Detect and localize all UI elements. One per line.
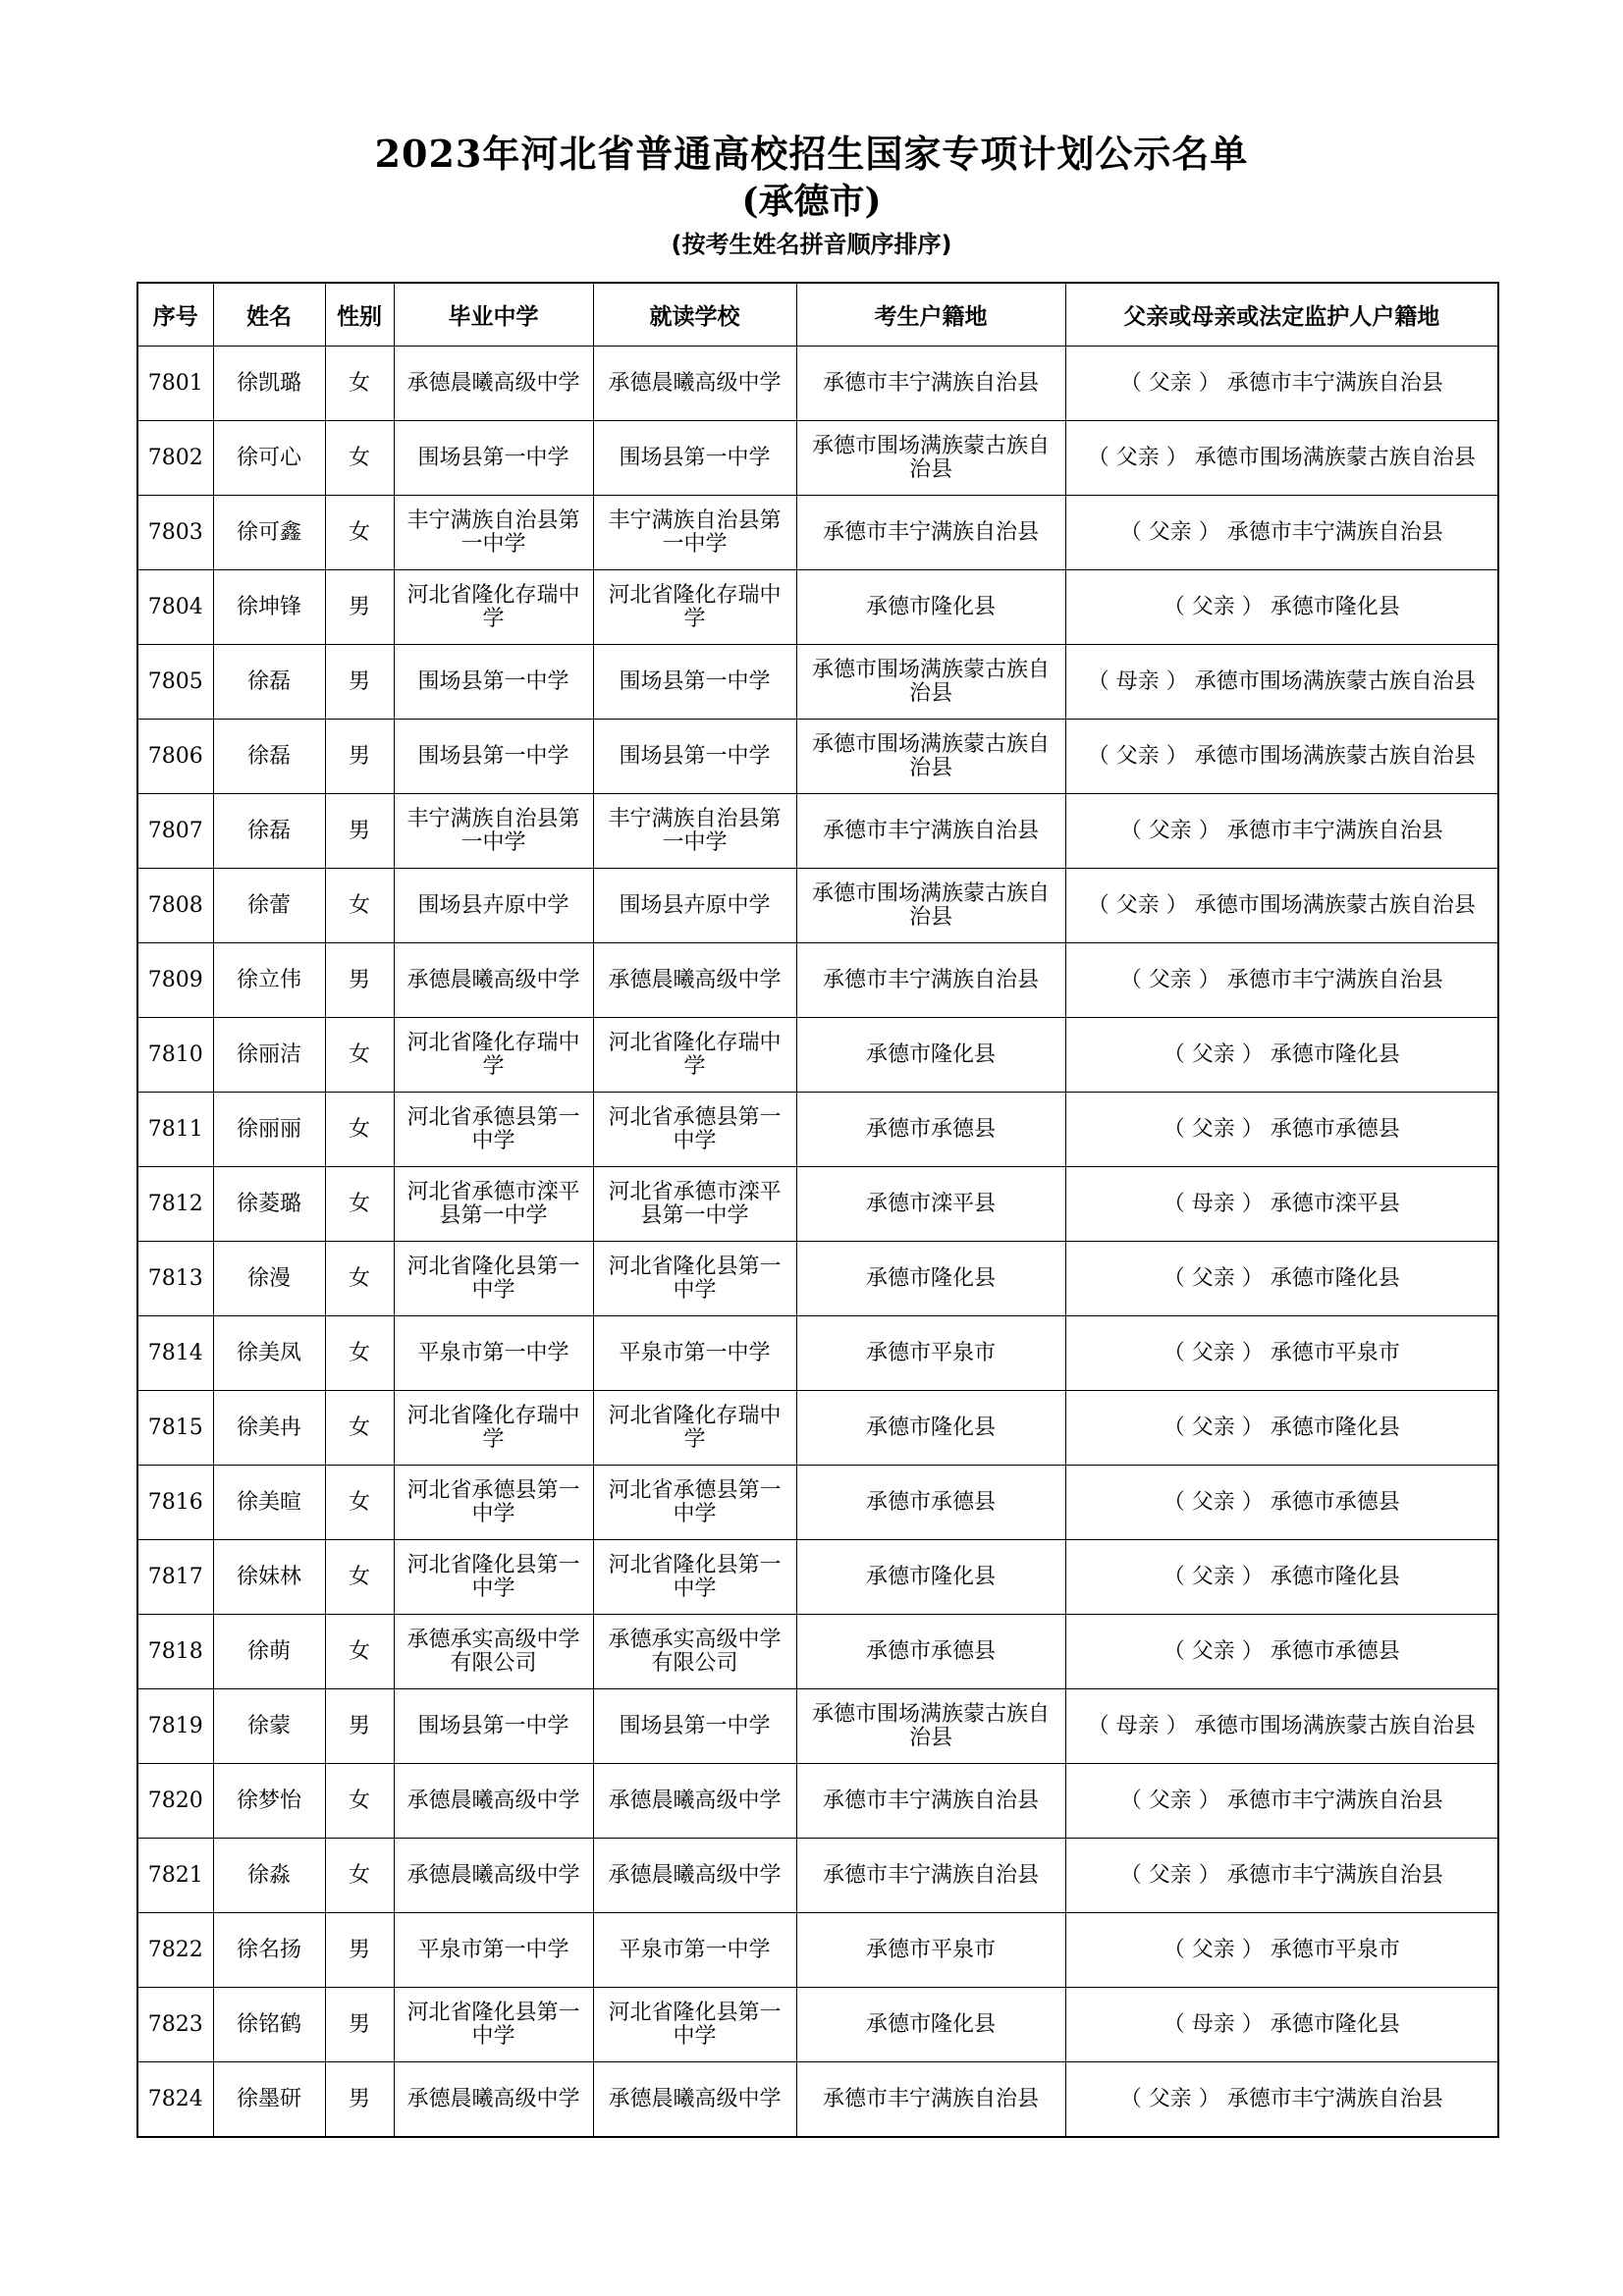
document-subtitle: (承德市) (741, 181, 882, 222)
cell-gender: 女 (325, 1242, 394, 1316)
cell-student-residence: 承德市丰宁满族自治县 (796, 1839, 1065, 1913)
cell-index: 7822 (137, 1913, 213, 1988)
cell-name: 徐磊 (213, 645, 325, 720)
cell-current-school: 河北省隆化县第一中学 (593, 1540, 796, 1615)
table-row (137, 1615, 1498, 1689)
cell-gender: 女 (325, 1167, 394, 1242)
cell-current-school: 河北省承德县第一中学 (593, 1466, 796, 1540)
cell-gender: 男 (325, 1913, 394, 1988)
cell-gender: 女 (325, 1316, 394, 1391)
cell-current-school: 丰宁满族自治县第一中学 (593, 794, 796, 869)
cell-current-school: 承德晨曦高级中学 (593, 2062, 796, 2138)
cell-gender: 女 (325, 347, 394, 421)
cell-name: 徐美凤 (213, 1316, 325, 1391)
cell-index: 7802 (137, 421, 213, 496)
cell-current-school: 围场县第一中学 (593, 1689, 796, 1764)
document-title: 2023年河北省普通高校招生国家专项计划公示名单 (374, 132, 1249, 176)
cell-guardian-residence: （ 父亲 ） 承德市隆化县 (1065, 1018, 1498, 1093)
cell-current-school: 丰宁满族自治县第一中学 (593, 496, 796, 570)
cell-name: 徐漫 (213, 1242, 325, 1316)
cell-graduated-school: 河北省承德县第一中学 (394, 1466, 593, 1540)
cell-index: 7810 (137, 1018, 213, 1093)
cell-index: 7814 (137, 1316, 213, 1391)
cell-current-school: 河北省隆化存瑞中学 (593, 570, 796, 645)
table-row (137, 943, 1498, 1018)
cell-current-school: 河北省隆化存瑞中学 (593, 1018, 796, 1093)
cell-guardian-residence: （ 父亲 ） 承德市隆化县 (1065, 1540, 1498, 1615)
cell-student-residence: 承德市平泉市 (796, 1913, 1065, 1988)
cell-current-school: 平泉市第一中学 (593, 1316, 796, 1391)
cell-student-residence: 承德市滦平县 (796, 1167, 1065, 1242)
cell-index: 7811 (137, 1093, 213, 1167)
cell-index: 7808 (137, 869, 213, 943)
cell-guardian-residence: （ 母亲 ） 承德市滦平县 (1065, 1167, 1498, 1242)
cell-graduated-school: 承德晨曦高级中学 (394, 347, 593, 421)
cell-gender: 男 (325, 570, 394, 645)
cell-gender: 女 (325, 869, 394, 943)
cell-guardian-residence: （ 父亲 ） 承德市承德县 (1065, 1466, 1498, 1540)
cell-guardian-residence: （ 父亲 ） 承德市丰宁满族自治县 (1065, 347, 1498, 421)
cell-name: 徐磊 (213, 794, 325, 869)
cell-index: 7818 (137, 1615, 213, 1689)
cell-guardian-residence: （ 父亲 ） 承德市隆化县 (1065, 1391, 1498, 1466)
cell-guardian-residence: （ 父亲 ） 承德市丰宁满族自治县 (1065, 2062, 1498, 2138)
cell-graduated-school: 围场县第一中学 (394, 720, 593, 794)
cell-graduated-school: 承德晨曦高级中学 (394, 943, 593, 1018)
header-current-school: 就读学校 (593, 283, 796, 347)
cell-name: 徐名扬 (213, 1913, 325, 1988)
cell-name: 徐丽洁 (213, 1018, 325, 1093)
cell-name: 徐丽丽 (213, 1093, 325, 1167)
cell-name: 徐铭鹤 (213, 1988, 325, 2062)
table-row (137, 720, 1498, 794)
cell-gender: 男 (325, 1988, 394, 2062)
table-row (137, 645, 1498, 720)
cell-student-residence: 承德市丰宁满族自治县 (796, 794, 1065, 869)
cell-gender: 女 (325, 1018, 394, 1093)
sort-note: (按考生姓名拼音顺序排序) (671, 231, 952, 258)
table-header-row (137, 283, 1498, 347)
cell-gender: 男 (325, 794, 394, 869)
cell-name: 徐蒙 (213, 1689, 325, 1764)
cell-graduated-school: 围场县第一中学 (394, 1689, 593, 1764)
cell-index: 7807 (137, 794, 213, 869)
cell-student-residence: 承德市隆化县 (796, 1988, 1065, 2062)
cell-student-residence: 承德市丰宁满族自治县 (796, 2062, 1065, 2138)
cell-student-residence: 承德市丰宁满族自治县 (796, 1764, 1065, 1839)
table-row (137, 1316, 1498, 1391)
table-row (137, 1913, 1498, 1988)
cell-student-residence: 承德市隆化县 (796, 1391, 1065, 1466)
cell-guardian-residence: （ 父亲 ） 承德市围场满族蒙古族自治县 (1065, 869, 1498, 943)
cell-gender: 男 (325, 2062, 394, 2138)
cell-gender: 男 (325, 645, 394, 720)
cell-student-residence: 承德市丰宁满族自治县 (796, 943, 1065, 1018)
cell-guardian-residence: （ 母亲 ） 承德市隆化县 (1065, 1988, 1498, 2062)
cell-gender: 男 (325, 1689, 394, 1764)
cell-index: 7805 (137, 645, 213, 720)
cell-index: 7815 (137, 1391, 213, 1466)
cell-student-residence: 承德市围场满族蒙古族自治县 (796, 421, 1065, 496)
table-row (137, 2062, 1498, 2138)
table-row (137, 347, 1498, 421)
cell-current-school: 河北省隆化县第一中学 (593, 1242, 796, 1316)
cell-graduated-school: 围场县第一中学 (394, 421, 593, 496)
table-row (137, 1391, 1498, 1466)
cell-student-residence: 承德市承德县 (796, 1615, 1065, 1689)
table-row (137, 1018, 1498, 1093)
cell-index: 7809 (137, 943, 213, 1018)
cell-student-residence: 承德市承德县 (796, 1466, 1065, 1540)
cell-graduated-school: 河北省隆化县第一中学 (394, 1540, 593, 1615)
cell-index: 7813 (137, 1242, 213, 1316)
header-gender: 性别 (325, 283, 394, 347)
cell-gender: 女 (325, 1466, 394, 1540)
cell-index: 7812 (137, 1167, 213, 1242)
cell-current-school: 承德晨曦高级中学 (593, 347, 796, 421)
cell-student-residence: 承德市隆化县 (796, 1540, 1065, 1615)
cell-index: 7820 (137, 1764, 213, 1839)
cell-graduated-school: 河北省隆化存瑞中学 (394, 1391, 593, 1466)
cell-guardian-residence: （ 父亲 ） 承德市平泉市 (1065, 1316, 1498, 1391)
cell-student-residence: 承德市围场满族蒙古族自治县 (796, 720, 1065, 794)
cell-graduated-school: 围场县第一中学 (394, 645, 593, 720)
cell-graduated-school: 河北省承德市滦平县第一中学 (394, 1167, 593, 1242)
cell-current-school: 承德承实高级中学有限公司 (593, 1615, 796, 1689)
cell-index: 7817 (137, 1540, 213, 1615)
cell-graduated-school: 丰宁满族自治县第一中学 (394, 496, 593, 570)
cell-index: 7801 (137, 347, 213, 421)
roster-table (136, 282, 1499, 2138)
cell-graduated-school: 河北省隆化存瑞中学 (394, 570, 593, 645)
cell-graduated-school: 平泉市第一中学 (394, 1316, 593, 1391)
cell-graduated-school: 丰宁满族自治县第一中学 (394, 794, 593, 869)
cell-name: 徐可鑫 (213, 496, 325, 570)
cell-student-residence: 承德市丰宁满族自治县 (796, 347, 1065, 421)
cell-guardian-residence: （ 母亲 ） 承德市围场满族蒙古族自治县 (1065, 645, 1498, 720)
cell-graduated-school: 承德承实高级中学有限公司 (394, 1615, 593, 1689)
cell-guardian-residence: （ 父亲 ） 承德市围场满族蒙古族自治县 (1065, 720, 1498, 794)
cell-current-school: 围场县第一中学 (593, 421, 796, 496)
cell-student-residence: 承德市丰宁满族自治县 (796, 496, 1065, 570)
cell-current-school: 河北省隆化县第一中学 (593, 1988, 796, 2062)
cell-guardian-residence: （ 父亲 ） 承德市丰宁满族自治县 (1065, 943, 1498, 1018)
cell-graduated-school: 河北省承德县第一中学 (394, 1093, 593, 1167)
table-row (137, 421, 1498, 496)
table-row (137, 1167, 1498, 1242)
cell-graduated-school: 河北省隆化县第一中学 (394, 1988, 593, 2062)
cell-name: 徐妹林 (213, 1540, 325, 1615)
cell-name: 徐墨研 (213, 2062, 325, 2138)
header-index: 序号 (137, 283, 213, 347)
cell-student-residence: 承德市围场满族蒙古族自治县 (796, 869, 1065, 943)
cell-guardian-residence: （ 父亲 ） 承德市丰宁满族自治县 (1065, 496, 1498, 570)
cell-guardian-residence: （ 父亲 ） 承德市承德县 (1065, 1093, 1498, 1167)
cell-name: 徐菱璐 (213, 1167, 325, 1242)
cell-graduated-school: 承德晨曦高级中学 (394, 1764, 593, 1839)
cell-student-residence: 承德市围场满族蒙古族自治县 (796, 1689, 1065, 1764)
cell-current-school: 河北省承德市滦平县第一中学 (593, 1167, 796, 1242)
cell-guardian-residence: （ 父亲 ） 承德市平泉市 (1065, 1913, 1498, 1988)
table-row (137, 1540, 1498, 1615)
cell-current-school: 围场县第一中学 (593, 645, 796, 720)
cell-guardian-residence: （ 母亲 ） 承德市围场满族蒙古族自治县 (1065, 1689, 1498, 1764)
cell-graduated-school: 围场县卉原中学 (394, 869, 593, 943)
cell-guardian-residence: （ 父亲 ） 承德市围场满族蒙古族自治县 (1065, 421, 1498, 496)
cell-name: 徐坤锋 (213, 570, 325, 645)
table-row (137, 869, 1498, 943)
table-row (137, 1764, 1498, 1839)
header-student-residence: 考生户籍地 (796, 283, 1065, 347)
cell-current-school: 围场县卉原中学 (593, 869, 796, 943)
cell-current-school: 河北省承德县第一中学 (593, 1093, 796, 1167)
cell-name: 徐萌 (213, 1615, 325, 1689)
cell-current-school: 围场县第一中学 (593, 720, 796, 794)
cell-name: 徐立伟 (213, 943, 325, 1018)
cell-gender: 女 (325, 1764, 394, 1839)
table-row (137, 1242, 1498, 1316)
cell-student-residence: 承德市隆化县 (796, 1018, 1065, 1093)
cell-gender: 女 (325, 1839, 394, 1913)
cell-current-school: 承德晨曦高级中学 (593, 943, 796, 1018)
cell-student-residence: 承德市围场满族蒙古族自治县 (796, 645, 1065, 720)
header-graduated-school: 毕业中学 (394, 283, 593, 347)
cell-gender: 男 (325, 720, 394, 794)
header-guardian-residence: 父亲或母亲或法定监护人户籍地 (1065, 283, 1498, 347)
cell-student-residence: 承德市承德县 (796, 1093, 1065, 1167)
cell-index: 7823 (137, 1988, 213, 2062)
cell-index: 7804 (137, 570, 213, 645)
cell-index: 7821 (137, 1839, 213, 1913)
cell-name: 徐美冉 (213, 1391, 325, 1466)
table-row (137, 1839, 1498, 1913)
cell-current-school: 承德晨曦高级中学 (593, 1839, 796, 1913)
header-name: 姓名 (213, 283, 325, 347)
cell-gender: 女 (325, 1093, 394, 1167)
cell-graduated-school: 平泉市第一中学 (394, 1913, 593, 1988)
cell-current-school: 承德晨曦高级中学 (593, 1764, 796, 1839)
cell-name: 徐淼 (213, 1839, 325, 1913)
cell-gender: 女 (325, 1391, 394, 1466)
table-row (137, 496, 1498, 570)
cell-index: 7824 (137, 2062, 213, 2138)
cell-student-residence: 承德市平泉市 (796, 1316, 1065, 1391)
cell-graduated-school: 承德晨曦高级中学 (394, 1839, 593, 1913)
cell-name: 徐可心 (213, 421, 325, 496)
cell-index: 7816 (137, 1466, 213, 1540)
cell-name: 徐磊 (213, 720, 325, 794)
cell-gender: 女 (325, 421, 394, 496)
cell-guardian-residence: （ 父亲 ） 承德市丰宁满族自治县 (1065, 1839, 1498, 1913)
cell-graduated-school: 承德晨曦高级中学 (394, 2062, 593, 2138)
cell-index: 7806 (137, 720, 213, 794)
cell-student-residence: 承德市隆化县 (796, 570, 1065, 645)
cell-guardian-residence: （ 父亲 ） 承德市承德县 (1065, 1615, 1498, 1689)
cell-index: 7803 (137, 496, 213, 570)
cell-gender: 女 (325, 1540, 394, 1615)
cell-index: 7819 (137, 1689, 213, 1764)
cell-current-school: 河北省隆化存瑞中学 (593, 1391, 796, 1466)
cell-current-school: 平泉市第一中学 (593, 1913, 796, 1988)
cell-guardian-residence: （ 父亲 ） 承德市隆化县 (1065, 1242, 1498, 1316)
cell-name: 徐梦怡 (213, 1764, 325, 1839)
cell-graduated-school: 河北省隆化存瑞中学 (394, 1018, 593, 1093)
cell-guardian-residence: （ 父亲 ） 承德市丰宁满族自治县 (1065, 1764, 1498, 1839)
table-row (137, 1988, 1498, 2062)
cell-guardian-residence: （ 父亲 ） 承德市丰宁满族自治县 (1065, 794, 1498, 869)
table-row (137, 570, 1498, 645)
cell-student-residence: 承德市隆化县 (796, 1242, 1065, 1316)
table-row (137, 1093, 1498, 1167)
cell-graduated-school: 河北省隆化县第一中学 (394, 1242, 593, 1316)
table-row (137, 1466, 1498, 1540)
table-row (137, 1689, 1498, 1764)
cell-gender: 女 (325, 1615, 394, 1689)
cell-gender: 男 (325, 943, 394, 1018)
cell-guardian-residence: （ 父亲 ） 承德市隆化县 (1065, 570, 1498, 645)
cell-name: 徐美暄 (213, 1466, 325, 1540)
cell-gender: 女 (325, 496, 394, 570)
cell-name: 徐凯璐 (213, 347, 325, 421)
table-row (137, 794, 1498, 869)
cell-name: 徐蕾 (213, 869, 325, 943)
